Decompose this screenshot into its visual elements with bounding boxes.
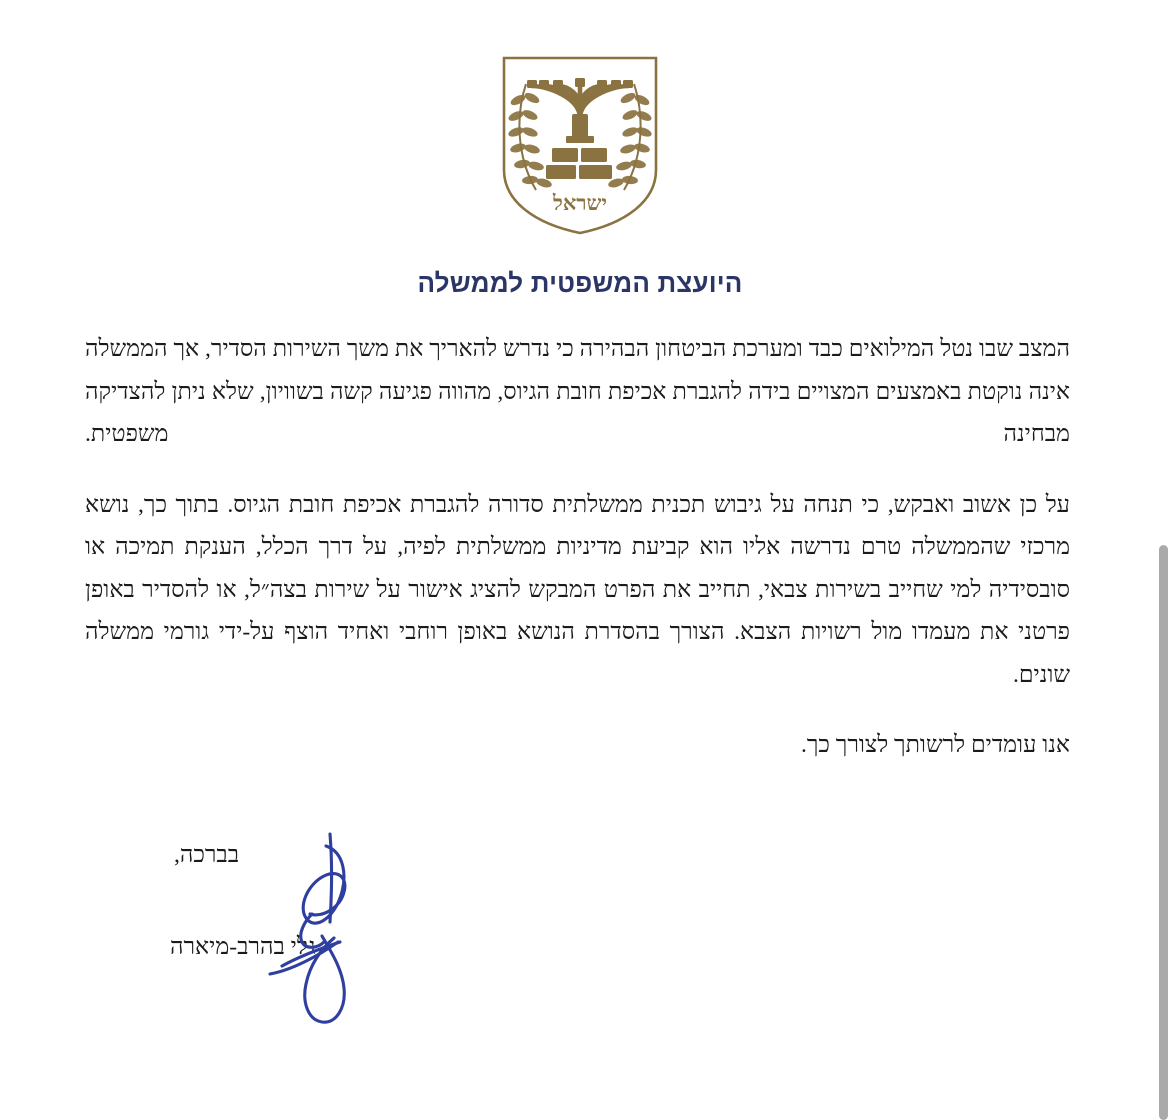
page-title: היועצת המשפטית לממשלה <box>417 268 743 298</box>
israel-state-emblem-icon <box>496 52 664 238</box>
signature-greeting: בברכה, <box>174 842 240 868</box>
emblem-caption: ישראל <box>553 191 607 215</box>
emblem-container <box>0 52 1160 238</box>
vertical-scrollbar-thumb[interactable] <box>1159 545 1168 1120</box>
vertical-scrollbar-track[interactable] <box>1157 0 1170 1120</box>
body-paragraph: המצב שבו נטל המילואים כבד ומערכת הביטחון הבהירה כי נדרש להאריך את משך השירות הסדיר, אך הממשלה אינה נוקטת באמצעים המצויים בידה להגברת אכיפת חובת הגיוס, מהווה פגיעה קשה בשוויון, שלא ניתן להצדיקה מבחינה משפטית. <box>85 336 1070 447</box>
body-paragraph: על כן אשוב ואבקש, כי תנחה על גיבוש תכנית ממשלתית סדורה להגברת אכיפת חובת הגיוס. בתוך כך, נושא מרכזי שהממשלה טרם נדרשה אליו הוא קביעת מדיניות ממשלתית לפיה, על דרך הכלל, הענקת תמיכה או סובסידיה למי שחייב בשירות צבאי, תחייב את הפרט המבקש להציג אישור על שירות בצה״ל, או להסדיר באופן פרטני את מעמדו מול רשויות הצבא. הצורך בהסדרת הנושא באופן רוחבי ואחיד הוצף על-ידי גורמי ממשלה שונים. <box>85 491 1070 688</box>
closing-line: אנו עומדים לרשותך לצורך כך. <box>801 732 1070 758</box>
signer-name: גלי בהרב-מיארה <box>170 934 316 960</box>
signature-block <box>170 840 390 870</box>
document-body <box>85 328 1070 767</box>
